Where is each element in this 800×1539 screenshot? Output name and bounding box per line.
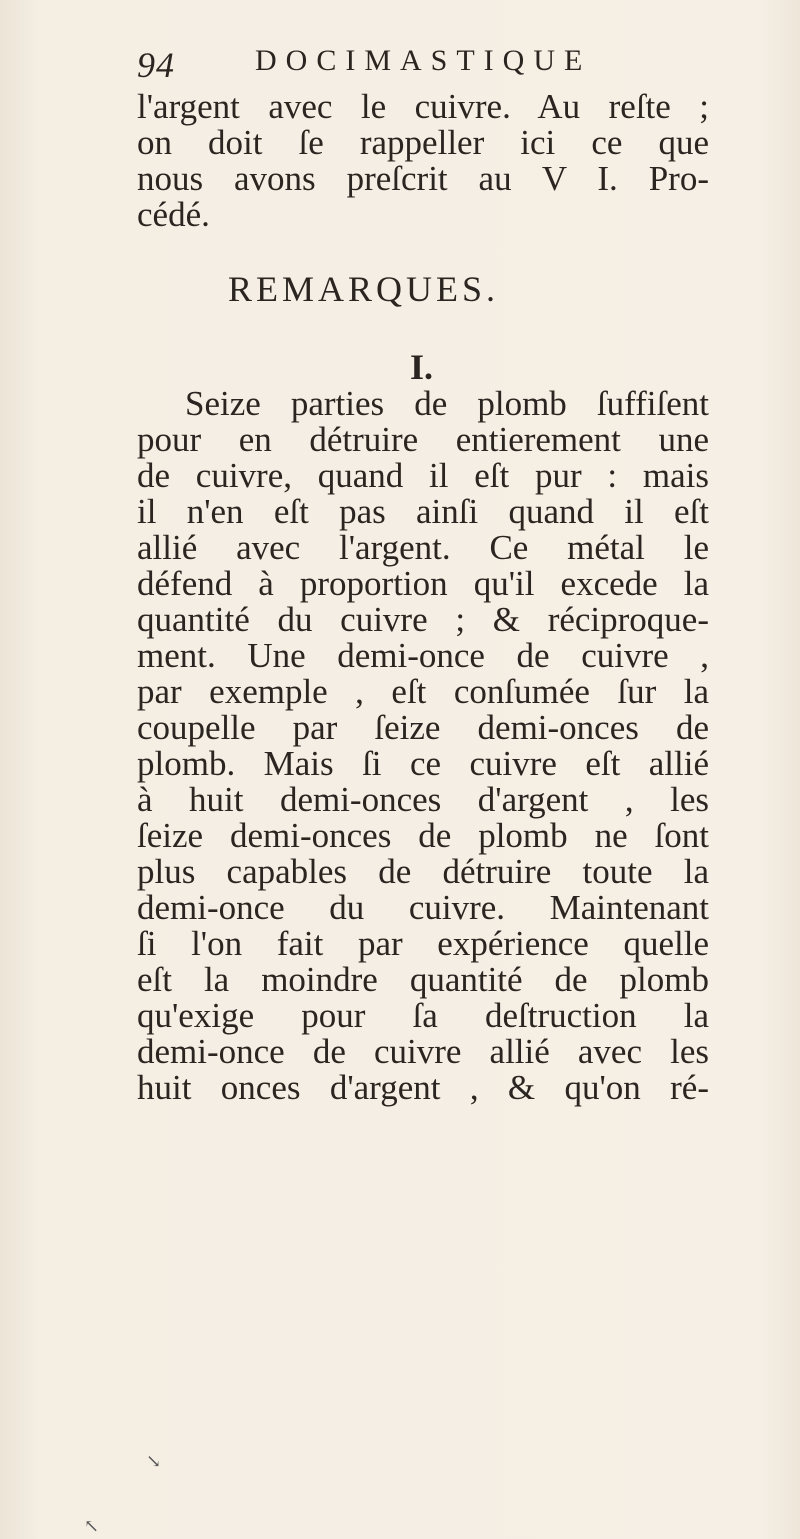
text-line: par exemple , eſt conſumée ſur la [137,672,709,711]
ink-mark: ↖ [84,1516,100,1536]
ink-mark: ↘ [146,1451,162,1471]
text-line: défend à proportion qu'il excede la [137,564,709,603]
text-line: plomb. Mais ſi ce cuivre eſt allié [137,744,709,783]
paragraph-main [137,386,709,1106]
subsection-heading: I. [410,347,434,387]
text-line: pour en détruire entierement une [137,420,709,459]
text-line: qu'exige pour ſa deſtruction la [137,996,709,1035]
text-line: nous avons preſcrit au V I. Pro- [137,159,709,198]
text-line: quantité du cuivre ; & réciproque- [137,600,709,639]
text-line: ſeize demi-onces de plomb ne ſont [137,816,709,855]
text-line: à huit demi-onces d'argent , les [137,780,709,819]
text-line: coupelle par ſeize demi-onces de [137,708,709,747]
text-line: ſi l'on fait par expérience quelle [137,924,709,963]
text-line: on doit ſe rappeller ici ce que [137,123,709,162]
text-line: huit onces d'argent , & qu'on ré- [137,1068,709,1107]
text-line: plus capables de détruire toute la [137,852,709,891]
text-line: demi-once de cuivre allié avec les [137,1032,709,1071]
text-line: il n'en eſt pas ainſi quand il eſt [137,492,709,531]
text-line: l'argent avec le cuivre. Au reſte ; [137,87,709,126]
text-line: demi-once du cuivre. Maintenant [137,888,709,927]
text-line: de cuivre, quand il eſt pur : mais [137,456,709,495]
page-number: 94 [137,45,175,85]
text-line: ment. Une demi-once de cuivre , [137,636,709,675]
running-title: DOCIMASTIQUE [255,44,592,77]
section-heading: REMARQUES. [228,269,500,309]
paragraph-top [137,89,709,233]
text-line: Seize parties de plomb ſuffiſent [185,384,709,423]
text-line: eſt la moindre quantité de plomb [137,960,709,999]
text-line: cédé. [137,195,210,234]
text-line: allié avec l'argent. Ce métal le [137,528,709,567]
